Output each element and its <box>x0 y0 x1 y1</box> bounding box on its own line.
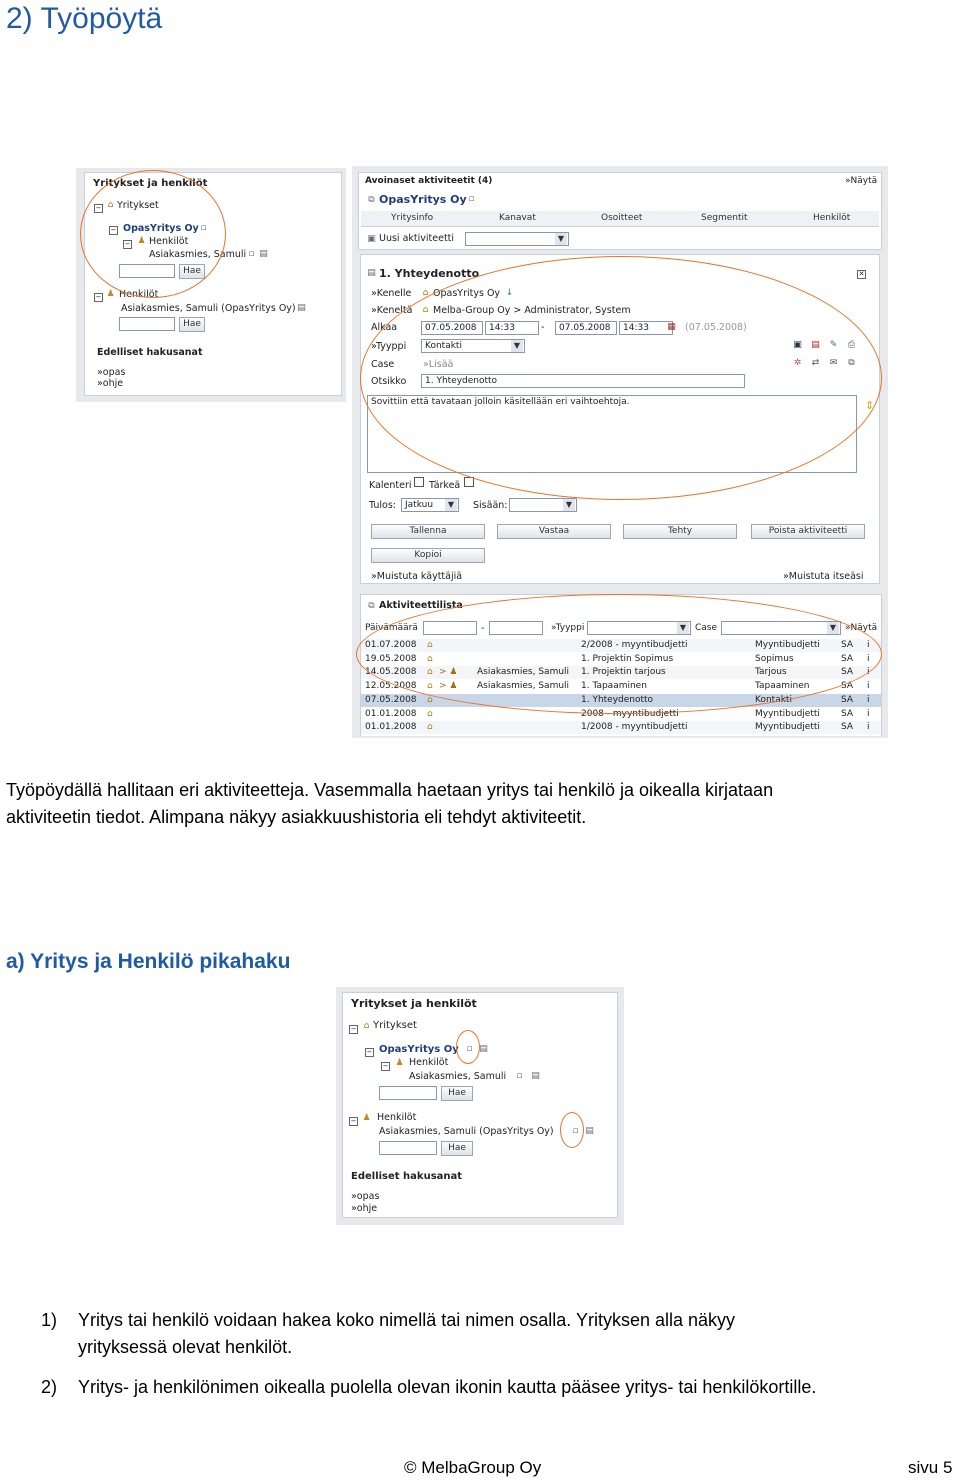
list-number: 1) <box>41 1310 58 1330</box>
activity-subject[interactable]: 1/2008 - myyntibudjetti <box>581 722 688 733</box>
activity-info-icon[interactable]: i <box>867 722 870 733</box>
person-card-icon[interactable]: ▫ <box>248 249 255 259</box>
subject-label: Otsikko <box>371 376 407 387</box>
collapse-icon[interactable]: − <box>95 293 102 301</box>
activity-subject[interactable]: 1. Tapaaminen <box>581 681 647 692</box>
attach-icon[interactable]: ✎ <box>829 340 838 350</box>
company-search-button[interactable]: Hae <box>179 264 205 279</box>
person-link[interactable]: Asiakasmies, Samuli <box>409 1071 507 1082</box>
person-card-icon[interactable]: ▫ <box>516 1071 523 1081</box>
activity-subject[interactable]: 2/2008 - myyntibudjetti <box>581 640 688 650</box>
list-show-link[interactable]: »Näytä <box>845 623 878 633</box>
case-filter-label: Case <box>695 623 718 633</box>
result-label: Tulos: <box>369 500 396 511</box>
important-label: Tärkeä <box>429 480 461 491</box>
person-arrow-icon: > ♟ <box>439 667 458 678</box>
result-select[interactable]: Jatkuu ▼ <box>401 498 459 512</box>
activity-type: Sopimus <box>755 653 794 664</box>
case-label: Case <box>371 359 395 370</box>
print-icon[interactable]: ⎙ <box>847 340 856 350</box>
by-label[interactable]: »Keneltä <box>371 305 413 316</box>
search-panel-title: Yritykset ja henkilöt <box>351 997 477 1010</box>
new-activity-label: Uusi aktiviteetti <box>379 233 455 244</box>
company-search-input[interactable] <box>379 1086 437 1100</box>
done-button[interactable]: Tehty <box>623 524 737 539</box>
remind-users-link[interactable]: »Muistuta käyttäjiä <box>371 571 463 582</box>
activity-info-icon[interactable]: i <box>867 681 870 692</box>
page-title: 2) Työpöytä <box>6 2 163 35</box>
collapse-icon[interactable]: − <box>350 1025 357 1033</box>
collapse-icon[interactable]: − <box>110 226 117 234</box>
list-number: 2) <box>41 1377 58 1397</box>
activity-list-title: Aktiviteettilista <box>379 600 463 611</box>
close-icon[interactable]: ✕ <box>858 270 865 278</box>
activity-type: Tarjous <box>755 667 787 678</box>
end-date-input[interactable]: 07.05.2008 <box>555 321 617 335</box>
calendar-label: Kalenteri <box>369 480 412 491</box>
document-icon[interactable]: ▤ <box>585 1126 594 1136</box>
reply-button[interactable]: Vastaa <box>497 524 611 539</box>
inside-label: Sisään: <box>473 500 508 511</box>
activity-type: Myyntibudjetti <box>755 722 820 733</box>
form-icon: ▤ <box>367 268 376 278</box>
tab-segments[interactable]: Segmentit <box>701 213 748 223</box>
activity-info-icon[interactable]: i <box>867 653 870 664</box>
house-icon: ⌂ <box>422 288 429 298</box>
collapse-icon[interactable]: − <box>350 1117 357 1125</box>
collapse-icon[interactable]: − <box>382 1062 389 1070</box>
date-separator: - <box>481 623 485 634</box>
person-with-company-link[interactable]: Asiakasmies, Samuli (OpasYritys Oy) <box>379 1126 554 1137</box>
copy-icon[interactable]: ⧉ <box>848 358 855 368</box>
help-link[interactable]: »ohje <box>97 378 124 389</box>
activity-type: Tapaaminen <box>755 681 810 692</box>
company-card-icon[interactable]: ▫ <box>466 1044 473 1054</box>
activity-house-icon: ⌂ <box>427 667 433 678</box>
guide-link[interactable]: »opas <box>97 367 126 378</box>
paragraph-line: Työpöydällä hallitaan eri aktiviteetteja. Vasemmalla haetaan yritys tai henkilö ja oikealla kirjataan <box>6 780 774 800</box>
activity-subject[interactable]: 1. Yhteydenotto <box>581 694 654 705</box>
company-search-button[interactable]: Hae <box>441 1086 473 1101</box>
copy-icon: ⧉ <box>368 195 375 205</box>
company-heading[interactable]: OpasYritys Oy <box>379 193 467 206</box>
activity-date: 14.05.2008 <box>365 667 417 678</box>
remind-self-link[interactable]: »Muistuta itseäsi <box>783 571 864 582</box>
activity-title: 1. Yhteydenotto <box>379 267 480 280</box>
activity-info-icon[interactable]: i <box>867 708 870 719</box>
date-filter-label: Päivämäärä <box>365 623 418 633</box>
document-icon[interactable]: ▤ <box>479 1044 488 1054</box>
activity-house-icon: ⌂ <box>427 653 433 664</box>
activity-user: SA <box>841 681 854 692</box>
activity-subject[interactable]: 1. Projektin tarjous <box>581 667 666 678</box>
activity-user: SA <box>841 708 854 719</box>
person-icon: ♟ <box>395 1058 404 1068</box>
activity-date: 01.01.2008 <box>365 708 417 719</box>
activity-date: 07.05.2008 <box>365 694 417 705</box>
activity-house-icon: ⌂ <box>427 694 433 705</box>
activity-type: Kontakti <box>755 694 792 705</box>
footer-page: sivu 5 <box>908 1458 953 1477</box>
house-icon: ⌂ <box>363 1021 370 1031</box>
copy-button[interactable]: Kopioi <box>371 548 485 563</box>
list-text: Yritys tai henkilö voidaan hakea koko nimellä tai nimen osalla. Yrityksen alla näkyy <box>78 1310 736 1330</box>
person-with-company-link[interactable]: Asiakasmies, Samuli (OpasYritys Oy) <box>121 303 296 314</box>
collapse-icon[interactable]: − <box>95 204 102 212</box>
subject-input[interactable]: 1. Yhteydenotto <box>421 374 745 388</box>
activity-house-icon: ⌂ <box>427 640 433 650</box>
person-search-button[interactable]: Hae <box>179 317 205 332</box>
start-time-input[interactable]: 14:33 <box>485 321 539 335</box>
activity-date: 01.01.2008 <box>365 722 417 733</box>
activity-user: SA <box>841 653 854 664</box>
who-label[interactable]: »Kenelle <box>371 288 412 299</box>
mail-icon[interactable]: ✉ <box>829 358 838 368</box>
document-icon[interactable]: ▤ <box>531 1071 540 1081</box>
person-icon: ♟ <box>362 1113 371 1123</box>
activity-user: SA <box>841 722 854 733</box>
company-name-link[interactable]: OpasYritys Oy <box>379 1044 459 1055</box>
house-icon: ⌂ <box>422 305 429 315</box>
persons-label[interactable]: Henkilöt <box>119 289 159 300</box>
person-card-icon[interactable]: ▤ <box>297 303 306 313</box>
settings-icon[interactable]: ✲ <box>793 358 802 368</box>
link-icon[interactable]: ⇄ <box>811 358 820 368</box>
word-icon[interactable]: ▣ <box>793 340 802 350</box>
activity-user: SA <box>841 694 854 705</box>
guide-link[interactable]: »opas <box>351 1191 380 1202</box>
person-card-icon[interactable]: ▫ <box>572 1126 579 1136</box>
new-activity-icon: ▣ <box>367 234 376 244</box>
search-panel-title: Yritykset ja henkilöt <box>93 178 208 189</box>
show-link[interactable]: »Näytä <box>845 176 878 186</box>
activity-subject[interactable]: 1. Projektin Sopimus <box>581 653 674 664</box>
person-arrow-icon: > ♟ <box>439 681 458 692</box>
highlight-circle <box>560 1112 584 1148</box>
type-label[interactable]: »Tyyppi <box>371 341 407 352</box>
person-search-input[interactable] <box>379 1141 437 1155</box>
company-card-icon[interactable]: ▫ <box>200 223 207 233</box>
end-time-input[interactable]: 14:33 <box>619 321 673 335</box>
pdf-icon[interactable]: ▤ <box>811 340 820 350</box>
house-icon: ⌂ <box>107 200 114 210</box>
activity-date: 12.05.2008 <box>365 681 417 692</box>
help-link[interactable]: »ohje <box>351 1203 378 1214</box>
company-card-icon[interactable]: ▫ <box>468 194 475 204</box>
previous-searches-title: Edelliset hakusanat <box>97 347 203 358</box>
resize-arrows-icon[interactable]: ⇕ <box>865 399 875 412</box>
body-text: Sovittiin että tavataan jolloin käsitellään eri vaihtoehtoja. <box>371 397 630 407</box>
tab-addresses[interactable]: Osoitteet <box>601 213 643 223</box>
arrow-down-icon[interactable]: ↓ <box>505 288 514 298</box>
activity-subject[interactable]: 2008 - myyntibudjetti <box>581 708 679 719</box>
start-date-input[interactable]: 07.05.2008 <box>421 321 483 335</box>
activity-person: Asiakasmies, Samuli <box>477 667 570 678</box>
persons-sub-label[interactable]: Henkilöt <box>149 236 189 247</box>
activity-info-icon[interactable]: i <box>867 640 870 650</box>
previous-searches-title: Edelliset hakusanat <box>351 1171 463 1182</box>
footer-company: © MelbaGroup Oy <box>404 1458 542 1477</box>
by-value[interactable]: Melba-Group Oy > Administrator, System <box>433 305 631 316</box>
start-label: Alkaa <box>371 322 398 333</box>
persons-sub-label[interactable]: Henkilöt <box>409 1057 449 1068</box>
list-text: Yritys- ja henkilönimen oikealla puolella olevan ikonin kautta pääsee yritys- tai henkilökortille. <box>78 1377 817 1397</box>
companies-label[interactable]: Yritykset <box>373 1020 417 1031</box>
person-search-button[interactable]: Hae <box>441 1141 473 1156</box>
delete-activity-button[interactable]: Poista aktiviteetti <box>751 524 865 539</box>
tab-company-info[interactable]: Yritysinfo <box>391 213 434 223</box>
highlight-circle <box>456 1030 480 1064</box>
companies-label[interactable]: Yritykset <box>117 200 159 211</box>
case-add-link[interactable]: »Lisää <box>423 359 454 370</box>
calendar-icon[interactable]: ▦ <box>667 322 676 332</box>
activity-info-icon[interactable]: i <box>867 667 870 678</box>
who-value[interactable]: OpasYritys Oy <box>433 288 501 299</box>
collapse-icon[interactable]: − <box>124 240 131 248</box>
collapse-icon[interactable]: − <box>366 1048 373 1056</box>
paragraph-line: aktiviteetin tiedot. Alimpana näkyy asiakkuushistoria eli tehdyt aktiviteetit. <box>6 807 587 827</box>
activity-house-icon: ⌂ <box>427 681 433 692</box>
open-activities-title: Avoinaset aktiviteetit (4) <box>365 176 493 186</box>
activity-person: Asiakasmies, Samuli <box>477 681 570 692</box>
person-icon: ♟ <box>106 289 115 299</box>
tab-channels[interactable]: Kanavat <box>499 213 536 223</box>
activity-user: SA <box>841 667 854 678</box>
activity-house-icon: ⌂ <box>427 708 433 719</box>
activity-type: Myyntibudjetti <box>755 640 820 650</box>
activity-type: Myyntibudjetti <box>755 708 820 719</box>
company-name-link[interactable]: OpasYritys Oy <box>123 223 199 234</box>
list-text: yrityksessä olevat henkilöt. <box>78 1337 293 1357</box>
activity-info-icon[interactable]: i <box>867 694 870 705</box>
tab-persons[interactable]: Henkilöt <box>813 213 851 223</box>
list-item <box>41 1374 956 1401</box>
person-link[interactable]: Asiakasmies, Samuli <box>149 249 247 260</box>
date-hint: (07.05.2008) <box>685 322 747 333</box>
activity-date: 01.07.2008 <box>365 640 417 650</box>
activity-user: SA <box>841 640 854 650</box>
list-icon: ⧉ <box>368 601 375 611</box>
search-panel-zoom <box>342 992 618 1218</box>
section-heading: a) Yritys ja Henkilö pikahaku <box>6 950 291 973</box>
persons-label[interactable]: Henkilöt <box>377 1112 417 1123</box>
type-select[interactable]: Kontakti ▼ <box>421 339 525 353</box>
activity-house-icon: ⌂ <box>427 722 433 733</box>
list-item <box>41 1307 956 1361</box>
person-icon: ♟ <box>137 236 146 246</box>
activity-date: 19.05.2008 <box>365 653 417 664</box>
type-filter-label[interactable]: »Tyyppi <box>551 623 585 633</box>
date-separator: - <box>541 322 545 333</box>
document-icon[interactable]: ▤ <box>259 249 268 259</box>
save-button[interactable]: Tallenna <box>371 524 485 539</box>
